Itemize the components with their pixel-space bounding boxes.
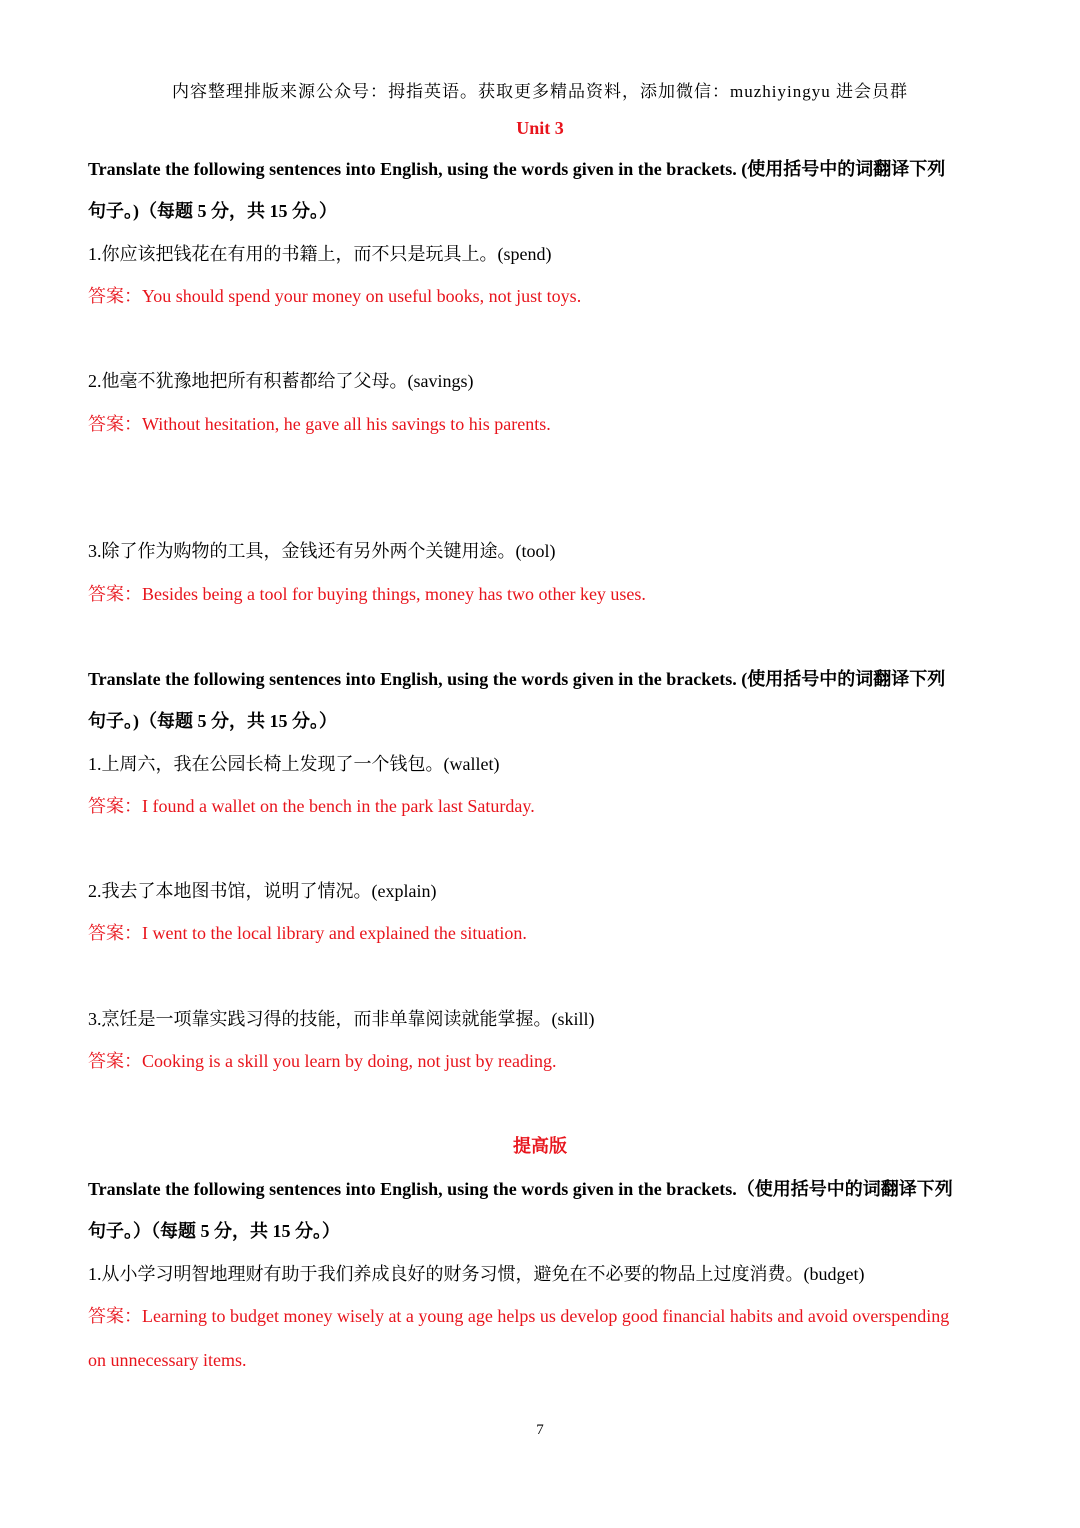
section-2-question-2: 2.我去了本地图书馆，说明了情况。(explain): [88, 881, 437, 901]
section-1-answer-3: [88, 582, 1002, 606]
answer-label: 答案：: [88, 414, 142, 434]
answer-text: You should spend your money on useful books, not just toys.: [142, 286, 582, 306]
section-1-question-3: 3.除了作为购物的工具，金钱还有另外两个关键用途。(tool): [88, 541, 556, 561]
section-2-instruction-line1: Translate the following sentences into English, using the words given in the brackets. (使用括号中的词翻译下列: [88, 669, 946, 689]
section-2-question-3: 3.烹饪是一项靠实践习得的技能，而非单靠阅读就能掌握。(skill): [88, 1009, 595, 1029]
page-number: 7: [536, 1422, 544, 1438]
section-3-question-1: 1.从小学习明智地理财有助于我们养成良好的财务习惯，避免在不必要的物品上过度消费。(budget): [88, 1264, 865, 1284]
answer-text: Learning to budget money wisely at a young age helps us develop good financial habits and avoid overspending: [142, 1306, 950, 1326]
answer-label: 答案：: [88, 923, 142, 943]
section-1-question-2: 2.他毫不犹豫地把所有积蓄都给了父母。(savings): [88, 371, 474, 391]
section-3-title: 提高版: [513, 1136, 567, 1156]
answer-label: 答案：: [88, 584, 142, 604]
unit-title: Unit 3: [516, 118, 564, 138]
answer-label: 答案：: [88, 1051, 142, 1071]
section-3-instruction-line1: Translate the following sentences into English, using the words given in the brackets.（使用括号中的词翻译下列: [88, 1179, 953, 1199]
answer-label: 答案：: [88, 286, 142, 306]
section-3-answer-1-line2: on unnecessary items.: [88, 1350, 247, 1370]
answer-text: I went to the local library and explained the situation.: [142, 923, 527, 943]
answer-text: Without hesitation, he gave all his savings to his parents.: [142, 414, 551, 434]
section-1-answer-1: [88, 284, 1002, 308]
section-2-answer-1: [88, 794, 1002, 818]
section-1-instruction-line1: Translate the following sentences into English, using the words given in the brackets. (使用括号中的词翻译下列: [88, 159, 946, 179]
section-1-answer-2: [88, 412, 1002, 436]
answer-text: Cooking is a skill you learn by doing, not just by reading.: [142, 1051, 557, 1071]
section-3-answer-1-line1: [88, 1304, 1002, 1328]
page-header-note: 内容整理排版来源公众号：拇指英语。获取更多精品资料，添加微信：muzhiyingyu 进会员群: [172, 82, 908, 101]
answer-label: 答案：: [88, 796, 142, 816]
section-1-instruction-line2: 句子。)（每题 5 分，共 15 分。）: [88, 201, 337, 221]
section-2-question-1: 1.上周六，我在公园长椅上发现了一个钱包。(wallet): [88, 754, 500, 774]
section-2-instruction-line2: 句子。)（每题 5 分，共 15 分。）: [88, 711, 337, 731]
section-2-answer-2: [88, 921, 1002, 945]
answer-label: 答案：: [88, 1306, 142, 1326]
section-2-answer-3: [88, 1049, 1002, 1073]
section-1-question-1: 1.你应该把钱花在有用的书籍上，而不只是玩具上。(spend): [88, 244, 552, 264]
answer-text: Besides being a tool for buying things, money has two other key uses.: [142, 584, 646, 604]
section-3-instruction-line2: 句子。）（每题 5 分，共 15 分。）: [88, 1221, 340, 1241]
answer-text: I found a wallet on the bench in the park last Saturday.: [142, 796, 535, 816]
